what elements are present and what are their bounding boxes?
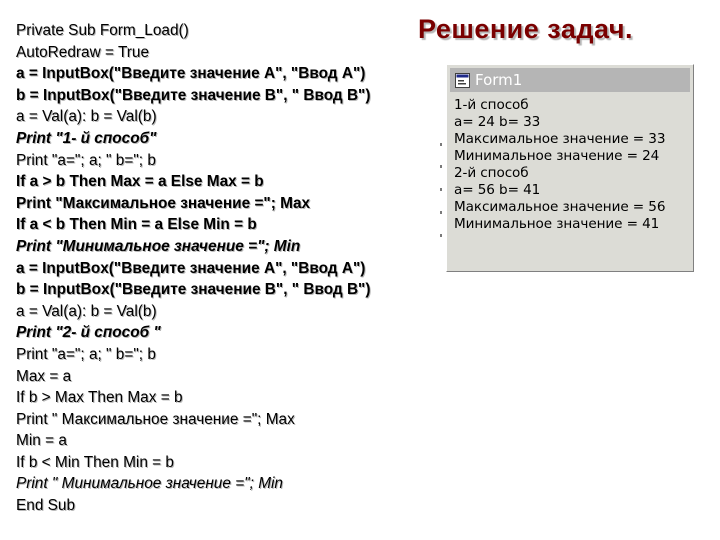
form-output-line: a= 56 b= 41: [454, 182, 541, 198]
code-line: a = InputBox("Введите значение A", "Ввод A"): [16, 259, 366, 277]
code-line: Max = a: [16, 367, 72, 385]
form-app-icon[interactable]: [455, 73, 470, 88]
code-line: Print "Минимальное значение ="; Min: [16, 237, 301, 255]
form-output-line: 1-й способ: [454, 97, 529, 113]
code-line: If b < Min Then Min = b: [16, 453, 174, 471]
form1-window[interactable]: [446, 64, 694, 272]
code-line: End Sub: [16, 497, 76, 515]
code-line: Print "a="; a; " b="; b: [16, 345, 156, 363]
form-output-line: Максимальное значение = 56: [454, 199, 666, 215]
code-line: If b > Max Then Max = b: [16, 389, 183, 407]
background-window-mark: [440, 143, 442, 146]
code-line: b = InputBox("Введите значение B", " Ввод B"): [16, 281, 371, 299]
code-line: a = Val(a): b = Val(b): [16, 302, 157, 320]
slide-title: Решение задач.: [418, 14, 634, 44]
code-line: AutoRedraw = True: [16, 43, 150, 61]
code-line: If a < b Then Min = a Else Min = b: [16, 216, 257, 234]
code-line: a = Val(a): b = Val(b): [16, 108, 157, 126]
code-line: Print " Максимальное значение ="; Max: [16, 410, 295, 428]
code-line: Min = a: [16, 432, 67, 450]
code-line: Private Sub Form_Load(): [16, 22, 189, 39]
form-client-area: [450, 93, 690, 268]
code-line: Print "a="; a; " b="; b: [16, 151, 156, 169]
form-output-line: 2-й способ: [454, 165, 529, 181]
form-output-line: Минимальное значение = 41: [454, 216, 660, 232]
code-line: Print "1- й способ": [16, 129, 157, 147]
form-output-line: Минимальное значение = 24: [454, 148, 660, 164]
background-window-mark: [440, 234, 442, 237]
code-listing: [16, 20, 436, 517]
code-line: Print "Максимальное значение ="; Max: [16, 194, 311, 212]
code-line: a = InputBox("Введите значение A", "Ввод A"): [16, 65, 366, 83]
code-line: Print "2- й способ ": [16, 324, 161, 342]
form-output-line: Максимальное значение = 33: [454, 131, 666, 147]
window-titlebar[interactable]: [450, 68, 690, 92]
background-window-mark: [440, 211, 442, 214]
background-window-mark: [440, 165, 442, 168]
background-window-mark: [440, 188, 442, 191]
code-line: Print " Минимальное значение ="; Min: [16, 475, 283, 493]
code-line: b = InputBox("Введите значение B", " Ввод B"): [16, 86, 371, 104]
window-title: Form1: [475, 71, 523, 89]
form-output-line: a= 24 b= 33: [454, 114, 541, 130]
code-line: If a > b Then Max = a Else Max = b: [16, 173, 264, 191]
